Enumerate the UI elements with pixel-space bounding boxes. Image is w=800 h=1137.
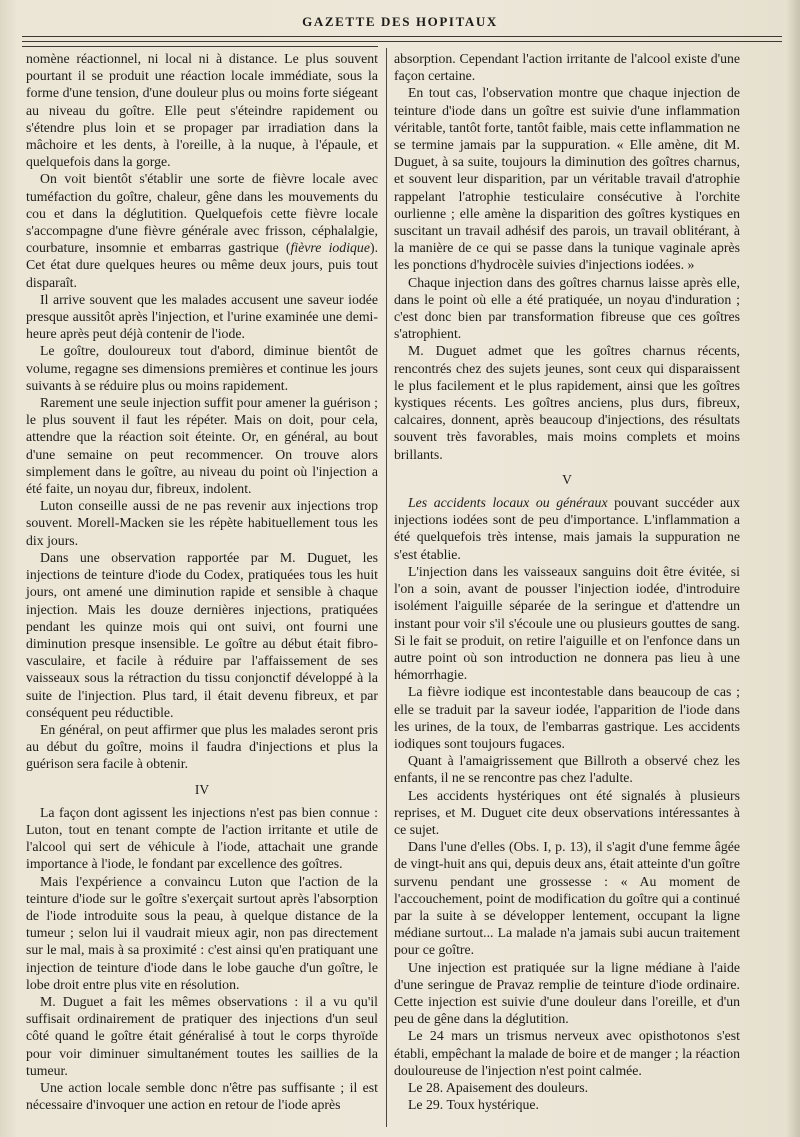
paragraph: Une injection est pratiquée sur la ligne médiane à l'aide d'une seringue de Pravaz remplie de teinture d'iode ordinaire. Cette injection est suivie d'une douleur dans l'oreille, et d'un peu de gêne dans la déglutition.	[394, 959, 740, 1027]
paragraph: Mais l'expérience a convaincu Luton que l'action de la teinture d'iode sur le goître s'exerçait surtout après l'absorption de l'iode introduite sous la peau, à quelque distance de la tumeur ; selon lui il vaudrait mieux agir, non pas directement sur le mal, mais à sa proximité : c'est ainsi qu'en pratiquant une injection de teinture d'iode dans le lobe gauche d'un goître, le lobe droit entre plus vite en résolution.	[26, 873, 378, 992]
paragraph: Les accidents locaux ou généraux pouvant succéder aux injections iodées sont de peu d'importance. L'inflammation a été quelquefois très intense, mais jamais la suppuration ne s'est établie.	[394, 495, 740, 562]
paragraph: La fièvre iodique est incontestable dans beaucoup de cas ; elle se traduit par la saveur iodée, l'apparition de l'iode dans les urines, de la toux, de l'embarras gastrique. Les accidents iodiques sont toujours fugaces.	[394, 684, 740, 751]
paragraph: Une action locale semble donc n'être pas suffisante ; il est nécessaire d'invoquer une action en retour de l'iode après	[26, 1079, 378, 1113]
paragraph: Il arrive souvent que les malades accusent une saveur iodée presque aussitôt après l'injection, et l'urine examinée une demi-heure après peut déjà contenir de l'iode.	[26, 291, 378, 342]
paragraph: M. Duguet admet que les goîtres charnus récents, rencontrés chez des sujets jeunes, sont ceux qui disparaissent le plus facilement et le plus rapidement, ainsi que les goîtres kystiques récents. Les goîtres anciens, plus durs, fibreux, calcaires, donnent, après beaucoup d'injections, des résultats souvent très favorables, mais moins complets et moins brillants.	[394, 343, 740, 462]
page-header: GAZETTE DES HOPITAUX	[302, 14, 498, 29]
header-rule-secondary	[22, 41, 782, 42]
paragraph: En tout cas, l'observation montre que chaque injection de teinture d'iode dans un goître est suivie d'une inflammation véritable, tantôt forte, tantôt faible, mais cette inflammation ne se termine jamais par la suppuration. « Elle amène, dit M. Duguet, à sa suite, toujours la diminution des goîtres charnus, et souvent leur disparition, par un véritable travail d'atrophie rappelant l'atrophie testiculaire consécutive à l'orchite ourlienne ; elle amène la disparition des goîtres kystiques en suscitant un travail adhésif des parois, un travail oblitérant, à la manière de ce qui se passe dans la tunique vaginale après les ponctions d'hydrocèle suivies d'injections iodées. »	[394, 85, 740, 273]
paragraph: En général, on peut affirmer que plus les malades seront pris au début du goître, moins il faudra d'injections et plus la guérison sera facile à obtenir.	[26, 721, 378, 772]
paragraph: Le 29. Toux hystérique.	[408, 1097, 539, 1113]
paragraph: Chaque injection dans des goîtres charnus laisse après elle, dans le point où elle a été pratiquée, un noyau d'induration ; c'est donc bien par transformation fibreuse que ces goîtres s'atrophient.	[394, 274, 740, 342]
paragraph: Le goître, douloureux tout d'abord, diminue bientôt de volume, regagne ses dimensions premières et continue les jours suivants à se réduire plus ou moins rapidement.	[26, 343, 378, 393]
paragraph: absorption. Cependant l'action irritante de l'alcool existe d'une façon certaine.	[394, 51, 740, 84]
paragraph: Luton conseille aussi de ne pas revenir aux injections trop souvent. Morell-Macken sie les répète habituellement tous les dix jours.	[26, 498, 378, 548]
paragraph: nomène réactionnel, ni local ni à distance. Le plus souvent pourtant il se produit une réaction locale immédiate, sous la forme d'une tension, d'une douleur plus ou moins forte siégeant au niveau du goître. Elle peut s'éteindre rapidement ou s'étendre plus loin et se propager par irradiation dans la mâchoire et les dents, à l'oreille, à la nuque, à l'épaule, et quelquefois dans la gorge.	[26, 51, 378, 170]
emphasis-accidents: Les accidents locaux ou généraux	[408, 495, 608, 511]
paragraph: La façon dont agissent les injections n'est pas bien connue : Luton, tout en tenant compte de l'action irritante et utile de l'alcool qui sert de véhicule à l'iode, attachait une grande importance à l'iode, le fondant par excellence des goîtres.	[26, 804, 378, 872]
column-divider	[386, 48, 387, 1127]
paragraph: Rarement une seule injection suffit pour amener la guérison ; le plus souvent il faut les répéter. Mais on doit, pour cela, attendre que la réaction soit éteinte. Or, en général, au bout d'une semaine on peut recommencer. On trouve alors simplement dans le goître, au niveau du point où l'injection a été faite, un noyau dur, fibreux, indolent.	[26, 395, 378, 497]
paragraph: Les accidents hystériques ont été signalés à plusieurs reprises, et M. Duguet cite deux observations intéressantes à ce sujet.	[394, 787, 740, 837]
paragraph: Le 24 mars un trismus nerveux avec opisthotonos s'est établi, empêchant la malade de boire et de manger ; la réaction douloureuse de l'injection n'est point calmée.	[394, 1028, 740, 1078]
left-column	[26, 50, 378, 1113]
header-rule	[22, 36, 782, 37]
right-column	[394, 50, 740, 1113]
paragraph: L'injection dans les vaisseaux sanguins doit être évitée, si l'on a soin, avant de pousser l'injection iodée, d'introduire isolément l'aiguille séparée de la seringue et d'attendre un instant pour voir s'il s'écoule une ou plusieurs gouttes de sang. Si le fait se produit, on retire l'aiguille et on l'enfonce dans un autre point où son introduction ne donnera pas lieu à une hémorrhagie.	[394, 563, 740, 683]
paragraph: Dans une observation rapportée par M. Duguet, les injections de teinture d'iode du Codex, pratiquées tous les huit jours, ont amené une diminution rapide et sensible à chaque injection. Mais les douze dernières injections, pratiquées pendant les quinze mois qui ont suivi, ont fourni une diminution presque insensible. Le goître au début était fibro-vasculaire, et facile à réduire par l'affaissement de ses vaisseaux sous la rétraction du tissu conjonctif développé à la suite de l'injection. Plus tard, il était devenu fibreux, et par conséquent peu réductible.	[26, 549, 378, 720]
page-edge-shadow	[786, 0, 800, 1137]
paragraph: M. Duguet a fait les mêmes observations : il a vu qu'il suffisait ordinairement de pratiquer des injections d'un seul côté quand le goître était généralisé à tout le corps thyroïde pour voir diminuer simultanément toutes les saillies de la tumeur.	[26, 993, 378, 1078]
emphasis-fievre-iodique: fièvre iodique	[290, 240, 370, 256]
left-column-top-rule	[22, 46, 378, 47]
paragraph: Le 28. Apaisement des douleurs.	[408, 1079, 589, 1095]
paragraph: On voit bientôt s'établir une sorte de fièvre locale avec tuméfaction du goître, chaleur, gêne dans les mouvements du cou et dans la déglutition. Quelquefois cette fièvre locale s'accompagne d'une fièvre générale avec frisson, céphalalgie, courbature, insomnie et embarras gastrique (fièvre iodique). Cet état dure quelques heures ou même deux jours, puis tout disparaît.	[26, 171, 379, 290]
section-heading-iv: IV	[194, 781, 210, 797]
paragraph: Dans l'une d'elles (Obs. I, p. 13), il s'agit d'une femme âgée de vingt-huit ans qui, depuis deux ans, était atteinte d'un goître survenu pendant une grossesse : « Au moment de l'accouchement, point de modification du goître qui a continué par la suite à se développer lentement, occupant la ligne médiane surtout... La malade n'a jamais subi aucun traitement pour ce goître.	[394, 839, 740, 958]
section-heading-v: V	[562, 471, 572, 487]
paragraph: Quant à l'amaigrissement que Billroth a observé chez les enfants, il ne se rencontre pas chez l'adulte.	[394, 753, 740, 786]
